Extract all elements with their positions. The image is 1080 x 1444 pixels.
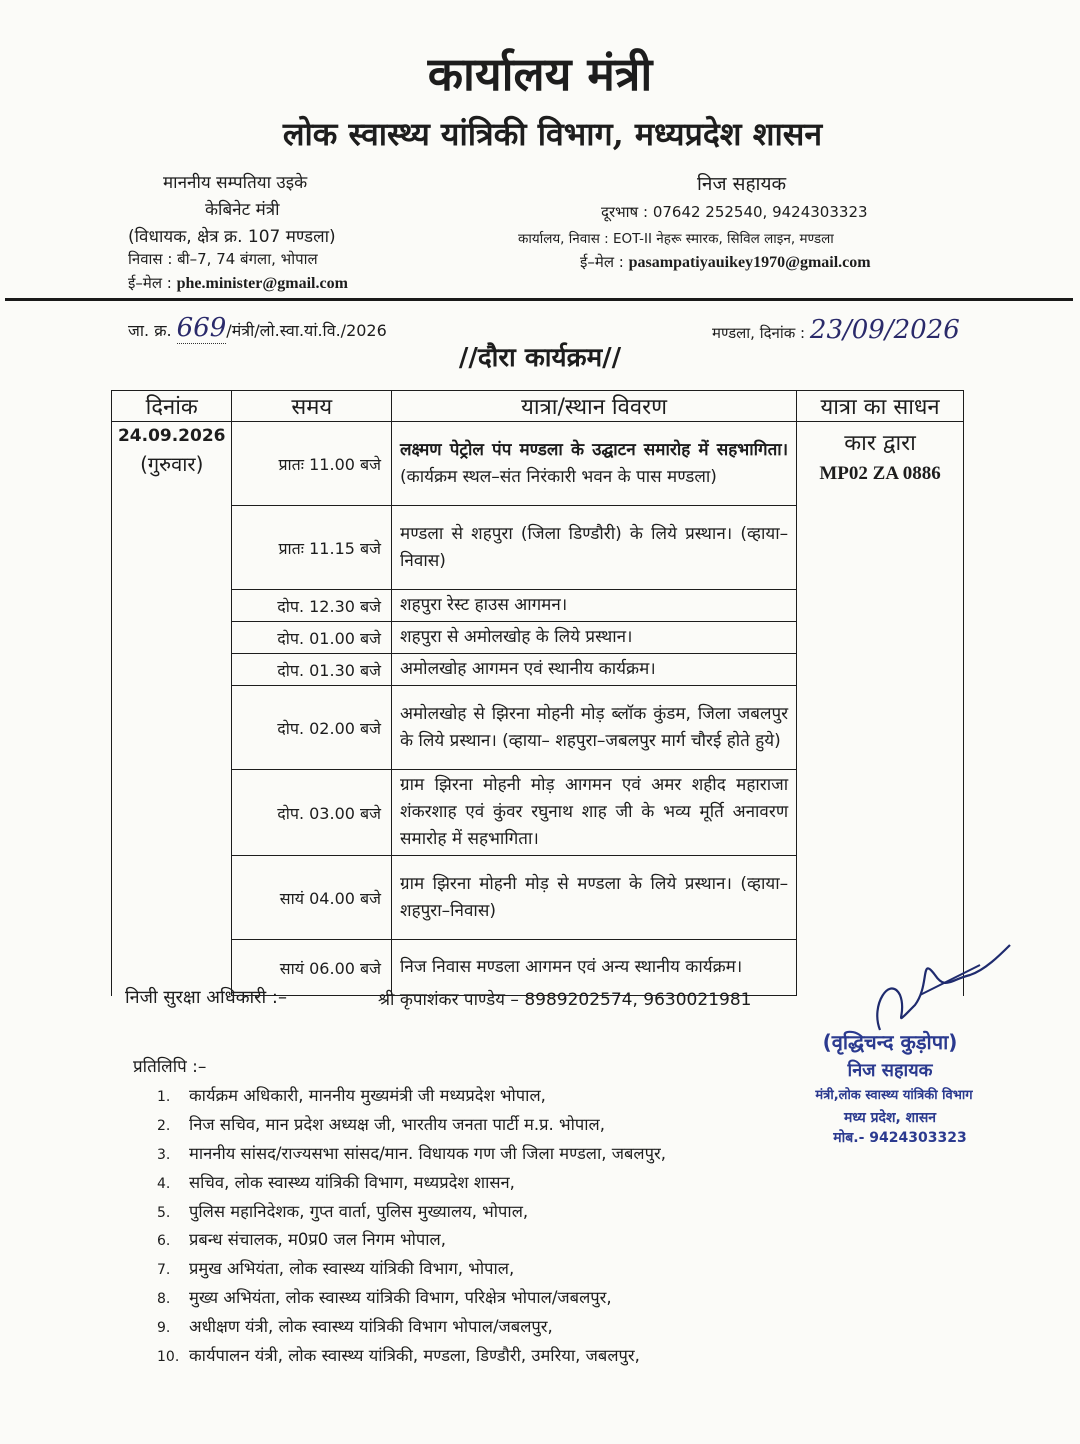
handwritten-date: 23/09/2026 <box>809 315 960 345</box>
assistant-email: pasampatiyauikey1970@gmail.com <box>628 254 871 271</box>
list-item: 10. कार्यपालन यंत्री, लोक स्वास्थ्य यांत्रिकी, मण्डला, डिण्डौरी, उमरिया, जबलपुर, <box>157 1346 640 1366</box>
minister-constituency: (विधायक, क्षेत्र क्र. 107 मण्डला) <box>128 227 336 247</box>
copy-list <box>157 1082 666 1371</box>
desc-text: (कार्यक्रम स्थल–संत निरंकारी भवन के पास मण्डला) <box>400 466 717 487</box>
desc-bold: लक्ष्मण पेट्रोल पंप मण्डला के उद्घाटन समारोह में सहभागिता। <box>400 439 789 460</box>
desc-cell: मण्डला से शहपुरा (जिला डिण्डौरी) के लिये प्रस्थान। (व्हाया– निवास) <box>392 506 797 590</box>
list-item: 6. प्रबन्ध संचालक, म0प्र0 जल निगम भोपाल, <box>157 1230 446 1250</box>
header-mode: यात्रा का साधन <box>797 391 964 422</box>
reference-number: 669 <box>176 313 227 343</box>
copy-recipient: कार्यक्रम अधिकारी, माननीय मुख्यमंत्री जी मध्यप्रदेश भोपाल, <box>189 1086 546 1105</box>
desc-cell: ग्राम झिरना मोहनी मोड़ आगमन एवं अमर शहीद महाराजा शंकरशाह एवं कुंवर रघुनाथ शाह जी के भव्य मूर्ति अनावरण समारोह में सहभागिता। <box>392 770 797 856</box>
list-item: 4. सचिव, लोक स्वास्थ्य यांत्रिकी विभाग, मध्यप्रदेश शासन, <box>157 1172 515 1192</box>
desc-cell: शहपुरा से अमोलखोह के लिये प्रस्थान। <box>392 622 797 654</box>
header-time: समय <box>232 391 392 422</box>
desc-cell: ग्राम झिरना मोहनी मोड़ से मण्डला के लिये प्रस्थान। (व्हाया– शहपुरा–निवास) <box>392 856 797 940</box>
assistant-phone-row <box>601 202 868 222</box>
copy-recipient: प्रबन्ध संचालक, म0प्र0 जल निगम भोपाल, <box>189 1230 446 1250</box>
department-title: लोक स्वास्थ्य यांत्रिकी विभाग, मध्यप्रदेश शासन <box>282 115 823 153</box>
time-cell: सायं 06.00 बजे <box>232 940 392 996</box>
copy-recipient: प्रमुख अभियंता, लोक स्वास्थ्य यांत्रिकी विभाग, भोपाल, <box>189 1259 515 1279</box>
travel-mode: कार द्वारा <box>844 431 916 456</box>
list-item: 8. मुख्य अभियंता, लोक स्वास्थ्य यांत्रिकी विभाग, परिक्षेत्र भोपाल/जबलपुर, <box>157 1288 612 1308</box>
minister-email-row <box>128 273 348 293</box>
signatory-title: निज सहायक <box>847 1060 933 1081</box>
date-cell <box>112 422 232 996</box>
schedule-table <box>111 390 964 996</box>
copy-recipient: माननीय सांसद/राज्यसभा सांसद/मान. विधायक गण जी जिला मण्डला, जबलपुर, <box>189 1143 666 1163</box>
minister-email: phe.minister@gmail.com <box>176 275 348 292</box>
list-item: 5. पुलिस महानिदेशक, गुप्त वार्ता, पुलिस मुख्यालय, भोपाल, <box>157 1201 529 1221</box>
desc-cell: अमोलखोह से झिरना मोहनी मोड़ ब्लॉक कुंडम, जिला जबलपुर के लिये प्रस्थान। (व्हाया– शहपुरा–जबलपुर मार्ग चौरई होते हुये) <box>392 686 797 770</box>
security-label: निजी सुरक्षा अधिकारी :– <box>125 987 287 1008</box>
signatory-dept: मंत्री,लोक स्वास्थ्य यांत्रिकी विभाग <box>815 1088 973 1103</box>
list-item: 3. माननीय सांसद/राज्यसभा सांसद/मान. विधायक गण जी जिला मण्डला, जबलपुर, <box>157 1143 666 1163</box>
table-header-row <box>112 391 964 422</box>
list-item: 2. निज सचिव, मान प्रदेश अध्यक्ष जी, भारतीय जनता पार्टी म.प्र. भोपाल, <box>157 1114 605 1134</box>
time-cell: दोप. 02.00 बजे <box>232 686 392 770</box>
table-row <box>112 422 964 506</box>
minister-residence: निवास : बी–7, 74 बंगला, भोपाल <box>128 250 318 268</box>
header-date: दिनांक <box>112 391 232 422</box>
time-cell: दोप. 01.00 बजे <box>232 622 392 654</box>
reference-suffix: /मंत्री/लो.स्वा.यां.वि./2026 <box>226 321 387 340</box>
assistant-email-row <box>580 252 871 272</box>
list-item: 9. अधीक्षण यंत्री, लोक स्वास्थ्य यांत्रिकी विभाग भोपाल/जबलपुर, <box>157 1317 553 1337</box>
copy-recipient: सचिव, लोक स्वास्थ्य यांत्रिकी विभाग, मध्यप्रदेश शासन, <box>189 1172 515 1192</box>
list-item: 7. प्रमुख अभियंता, लोक स्वास्थ्य यांत्रिकी विभाग, भोपाल, <box>157 1259 515 1279</box>
signatory-mobile: मोब.- 9424303323 <box>833 1130 967 1146</box>
copy-recipient: मुख्य अभियंता, लोक स्वास्थ्य यांत्रिकी विभाग, परिक्षेत्र भोपाल/जबलपुर, <box>189 1288 612 1308</box>
vehicle-number: MP02 ZA 0886 <box>819 463 941 484</box>
signatory-name: (वृद्धिचन्द कुड़ोपा) <box>822 1030 958 1054</box>
time-cell: दोप. 03.00 बजे <box>232 770 392 856</box>
desc-cell: शहपुरा रेस्ट हाउस आगमन। <box>392 590 797 622</box>
desc-cell: अमोलखोह आगमन एवं स्थानीय कार्यक्रम। <box>392 654 797 686</box>
header-divider <box>5 298 1073 301</box>
signatory-state: मध्य प्रदेश, शासन <box>843 1110 937 1126</box>
assistant-office: कार्यालय, निवास : EOT-II नेहरू स्मारक, सिविल लाइन, मण्डला <box>518 231 834 247</box>
mode-cell <box>797 422 964 996</box>
office-title: कार्यालय मंत्री <box>427 47 653 101</box>
time-cell: प्रातः 11.00 बजे <box>232 422 392 506</box>
desc-cell: निज निवास मण्डला आगमन एवं अन्य स्थानीय कार्यक्रम। <box>392 940 797 996</box>
program-title: //दौरा कार्यक्रम// <box>458 343 622 373</box>
phone-numbers: 07642 252540, 9424303323 <box>652 203 868 221</box>
time-cell: दोप. 12.30 बजे <box>232 590 392 622</box>
security-officer: श्री कृपाशंकर पाण्डेय – 8989202574, 9630021981 <box>378 990 752 1010</box>
minister-designation: केबिनेट मंत्री <box>205 200 280 220</box>
time-cell: प्रातः 11.15 बजे <box>232 506 392 590</box>
list-item: 1. कार्यक्रम अधिकारी, माननीय मुख्यमंत्री जी मध्यप्रदेश भोपाल, <box>157 1086 546 1105</box>
schedule-day: (गुरुवार) <box>140 452 204 476</box>
assistant-email-label: ई–मेल : <box>580 253 624 271</box>
copy-recipient: कार्यपालन यंत्री, लोक स्वास्थ्य यांत्रिकी, मण्डला, डिण्डौरी, उमरिया, जबलपुर, <box>189 1346 640 1366</box>
header-details: यात्रा/स्थान विवरण <box>392 391 797 422</box>
copy-recipient: अधीक्षण यंत्री, लोक स्वास्थ्य यांत्रिकी विभाग भोपाल/जबलपुर, <box>189 1317 553 1337</box>
copy-label: प्रतिलिपि :– <box>133 1057 207 1077</box>
date-label: मण्डला, दिनांक : <box>712 324 806 342</box>
copy-recipient: निज सचिव, मान प्रदेश अध्यक्ष जी, भारतीय जनता पार्टी म.प्र. भोपाल, <box>189 1114 605 1134</box>
phone-label: दूरभाष : <box>601 203 649 221</box>
time-cell: दोप. 01.30 बजे <box>232 654 392 686</box>
desc-cell <box>392 422 797 506</box>
assistant-title: निज सहायक <box>697 173 787 195</box>
minister-email-label: ई–मेल : <box>128 274 172 292</box>
reference-prefix: जा. क्र. <box>128 321 172 340</box>
minister-name: माननीय सम्पतिया उइके <box>163 173 308 193</box>
time-cell: सायं 04.00 बजे <box>232 856 392 940</box>
copy-recipient: पुलिस महानिदेशक, गुप्त वार्ता, पुलिस मुख्यालय, भोपाल, <box>189 1201 529 1221</box>
schedule-date: 24.09.2026 <box>117 426 226 446</box>
